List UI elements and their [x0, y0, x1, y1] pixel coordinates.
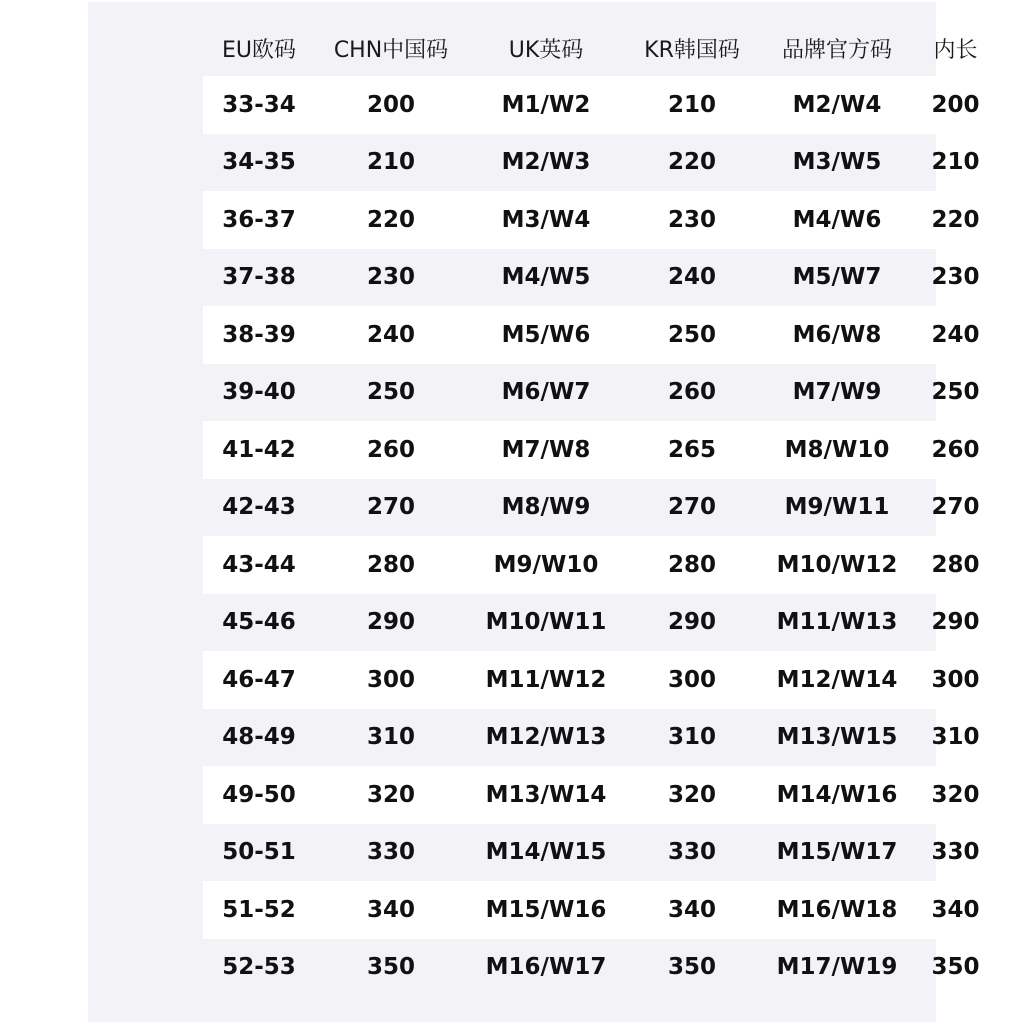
column-header-kr: KR韩国码	[644, 37, 740, 63]
table-row	[203, 536, 996, 594]
cell-eu: 45-46	[222, 609, 296, 636]
table-row	[203, 594, 996, 652]
column-header-uk: UK英码	[508, 37, 584, 63]
table-row	[203, 939, 996, 997]
cell-kr: 330	[667, 839, 716, 866]
cell-eu: 41-42	[222, 436, 296, 463]
cell-uk: M14/W15	[485, 839, 607, 866]
cell-brand: M9/W11	[784, 494, 890, 521]
table-row	[203, 824, 996, 882]
cell-brand: M4/W6	[792, 206, 882, 233]
cell-eu: 36-37	[222, 206, 296, 233]
cell-chn: 210	[366, 149, 415, 176]
cell-uk: M3/W4	[501, 206, 591, 233]
table-row	[203, 249, 996, 307]
size-chart-table	[203, 20, 996, 996]
cell-inner-length: 270	[931, 494, 980, 521]
cell-inner-length: 330	[931, 839, 980, 866]
cell-eu: 48-49	[222, 724, 296, 751]
cell-inner-length: 290	[931, 609, 980, 636]
cell-eu: 39-40	[222, 379, 296, 406]
cell-kr: 340	[667, 896, 716, 923]
column-header-chn: CHN中国码	[333, 37, 449, 63]
cell-brand: M10/W12	[776, 551, 898, 578]
cell-uk: M12/W13	[485, 724, 607, 751]
cell-brand: M12/W14	[776, 666, 898, 693]
cell-inner-length: 350	[931, 954, 980, 981]
cell-brand: M14/W16	[776, 781, 898, 808]
cell-kr: 240	[667, 264, 716, 291]
table-row	[203, 766, 996, 824]
cell-brand: M2/W4	[792, 91, 882, 118]
table-row	[203, 881, 996, 939]
cell-chn: 320	[366, 781, 415, 808]
cell-eu: 37-38	[222, 264, 296, 291]
cell-chn: 310	[366, 724, 415, 751]
cell-chn: 350	[366, 954, 415, 981]
column-header-brand: 品牌官方码	[781, 37, 892, 63]
cell-uk: M1/W2	[501, 91, 591, 118]
cell-chn: 290	[366, 609, 415, 636]
cell-uk: M8/W9	[501, 494, 591, 521]
cell-brand: M6/W8	[792, 321, 882, 348]
cell-inner-length: 310	[931, 724, 980, 751]
cell-brand: M15/W17	[776, 839, 898, 866]
cell-inner-length: 280	[931, 551, 980, 578]
cell-kr: 220	[667, 149, 716, 176]
cell-eu: 42-43	[222, 494, 296, 521]
cell-eu: 52-53	[222, 954, 296, 981]
cell-kr: 265	[667, 436, 716, 463]
cell-brand: M5/W7	[792, 264, 882, 291]
cell-kr: 320	[667, 781, 716, 808]
cell-kr: 210	[667, 91, 716, 118]
table-row	[203, 134, 996, 192]
cell-eu: 46-47	[222, 666, 296, 693]
cell-chn: 200	[366, 91, 415, 118]
cell-brand: M16/W18	[776, 896, 898, 923]
cell-kr: 260	[667, 379, 716, 406]
cell-chn: 330	[366, 839, 415, 866]
cell-kr: 350	[667, 954, 716, 981]
cell-uk: M16/W17	[485, 954, 607, 981]
column-header-inner-length: 内长	[933, 37, 978, 63]
cell-uk: M4/W5	[501, 264, 591, 291]
cell-kr: 270	[667, 494, 716, 521]
cell-inner-length: 320	[931, 781, 980, 808]
cell-brand: M3/W5	[792, 149, 882, 176]
cell-inner-length: 230	[931, 264, 980, 291]
table-row	[203, 651, 996, 709]
cell-chn: 260	[366, 436, 415, 463]
cell-inner-length: 200	[931, 91, 980, 118]
table-row	[203, 76, 996, 134]
cell-inner-length: 300	[931, 666, 980, 693]
table-row	[203, 421, 996, 479]
cell-brand: M7/W9	[792, 379, 882, 406]
cell-chn: 280	[366, 551, 415, 578]
cell-eu: 49-50	[222, 781, 296, 808]
table-row	[203, 479, 996, 537]
cell-kr: 290	[667, 609, 716, 636]
cell-brand: M8/W10	[784, 436, 890, 463]
cell-brand: M13/W15	[776, 724, 898, 751]
cell-chn: 230	[366, 264, 415, 291]
table-row	[203, 191, 996, 249]
cell-eu: 51-52	[222, 896, 296, 923]
cell-uk: M2/W3	[501, 149, 591, 176]
cell-uk: M9/W10	[493, 551, 599, 578]
table-row	[203, 364, 996, 422]
cell-inner-length: 220	[931, 206, 980, 233]
size-chart-panel	[88, 2, 980, 1022]
cell-chn: 300	[366, 666, 415, 693]
table-header-row	[203, 20, 996, 76]
cell-uk: M6/W7	[501, 379, 591, 406]
cell-inner-length: 240	[931, 321, 980, 348]
cell-uk: M15/W16	[485, 896, 607, 923]
cell-uk: M5/W6	[501, 321, 591, 348]
cell-chn: 220	[366, 206, 415, 233]
table-row	[203, 306, 996, 364]
cell-kr: 300	[667, 666, 716, 693]
cell-kr: 310	[667, 724, 716, 751]
cell-chn: 340	[366, 896, 415, 923]
cell-eu: 43-44	[222, 551, 296, 578]
cell-kr: 230	[667, 206, 716, 233]
cell-inner-length: 210	[931, 149, 980, 176]
cell-brand: M11/W13	[776, 609, 898, 636]
table-body	[203, 76, 996, 996]
cell-brand: M17/W19	[776, 954, 898, 981]
table-row	[203, 709, 996, 767]
cell-chn: 240	[366, 321, 415, 348]
cell-uk: M7/W8	[501, 436, 591, 463]
cell-uk: M11/W12	[485, 666, 607, 693]
cell-chn: 270	[366, 494, 415, 521]
cell-kr: 250	[667, 321, 716, 348]
cell-eu: 50-51	[222, 839, 296, 866]
cell-uk: M13/W14	[485, 781, 607, 808]
column-header-eu: EU欧码	[221, 37, 296, 63]
cell-kr: 280	[667, 551, 716, 578]
cell-uk: M10/W11	[485, 609, 607, 636]
cell-inner-length: 250	[931, 379, 980, 406]
cell-eu: 33-34	[222, 91, 296, 118]
cell-eu: 38-39	[222, 321, 296, 348]
cell-inner-length: 340	[931, 896, 980, 923]
cell-eu: 34-35	[222, 149, 296, 176]
cell-chn: 250	[366, 379, 415, 406]
cell-inner-length: 260	[931, 436, 980, 463]
